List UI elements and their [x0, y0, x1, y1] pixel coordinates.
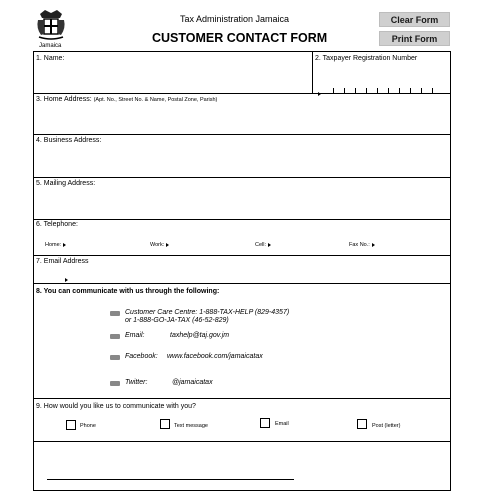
- arrow-icon: [166, 243, 169, 247]
- phone-cell-label: Cell:: [255, 242, 267, 248]
- print-form-button[interactable]: Print Form: [379, 31, 450, 46]
- arrow-icon: [65, 278, 68, 282]
- bullet-icon: [110, 334, 120, 339]
- phone-work-field[interactable]: [150, 242, 169, 248]
- phone-checkbox[interactable]: [66, 420, 76, 430]
- email-checkbox[interactable]: [260, 418, 270, 428]
- phone-option-label: Phone: [80, 423, 96, 429]
- coat-label: Jamaica: [39, 43, 62, 49]
- home-address-hint: (Apt. No., Street No. & Name, Postal Zone, Parish): [93, 97, 218, 103]
- phone-home-label: Home:: [45, 242, 62, 248]
- email-channel-label: Email:: [125, 332, 145, 339]
- name-label: 1. Name:: [36, 55, 65, 62]
- trn-label: 2. Taxpayer Registration Number: [315, 55, 418, 62]
- text-message-checkbox[interactable]: [160, 419, 170, 429]
- form-title: CUSTOMER CONTACT FORM: [152, 31, 328, 45]
- email-address-label: 7. Email Address: [36, 258, 89, 265]
- home-address-field[interactable]: [34, 106, 450, 133]
- trn-field[interactable]: [318, 85, 438, 93]
- home-address-title: 3. Home Address:: [36, 96, 92, 103]
- bullet-icon: [110, 311, 120, 316]
- mailing-address-label: 5. Mailing Address:: [36, 180, 96, 187]
- contact-form: [33, 51, 451, 491]
- coat-of-arms-logo: [36, 8, 66, 42]
- bullet-icon: [110, 381, 120, 386]
- telephone-label: 6. Telephone:: [36, 221, 78, 228]
- phone-cell-field[interactable]: [255, 242, 271, 248]
- communicate-heading: 8. You can communicate with us through the following:: [36, 288, 220, 295]
- agency-name: Tax Administration Jamaica: [180, 14, 290, 24]
- business-address-field[interactable]: [34, 147, 450, 176]
- email-address-field[interactable]: [63, 271, 443, 281]
- clear-form-button[interactable]: Clear Form: [379, 12, 450, 27]
- facebook-label: Facebook:: [125, 353, 158, 360]
- text-message-option-label: Text message: [174, 423, 208, 429]
- mailing-address-field[interactable]: [34, 190, 450, 218]
- preference-question: 9. How would you like us to communicate with you?: [36, 403, 196, 410]
- business-address-label: 4. Business Address:: [36, 137, 102, 144]
- email-channel-value: taxhelp@taj.gov.jm: [170, 332, 230, 339]
- home-address-label: [36, 96, 217, 103]
- twitter-label: Twitter:: [125, 379, 148, 386]
- phone-home-field[interactable]: [45, 242, 66, 248]
- phone-work-label: Work:: [150, 242, 165, 248]
- post-checkbox[interactable]: [357, 419, 367, 429]
- facebook-value: www.facebook.com/jamaicatax: [167, 353, 263, 360]
- phone-fax-label: Fax No.:: [349, 242, 370, 248]
- care-centre-line-2: or 1-888-GO-JA-TAX (46-52-829): [125, 317, 229, 324]
- name-field[interactable]: [34, 64, 310, 92]
- care-centre-line-1: Customer Care Centre: 1-888-TAX-HELP (829-4357): [125, 309, 290, 316]
- bullet-icon: [110, 355, 120, 360]
- post-option-label: Post (letter): [372, 423, 401, 429]
- email-option-label: Email: [275, 421, 289, 427]
- arrow-icon: [372, 243, 375, 247]
- arrow-icon: [63, 243, 66, 247]
- arrow-icon: [268, 243, 271, 247]
- phone-fax-field[interactable]: [349, 242, 375, 248]
- twitter-value: @jamaicatax: [172, 379, 213, 386]
